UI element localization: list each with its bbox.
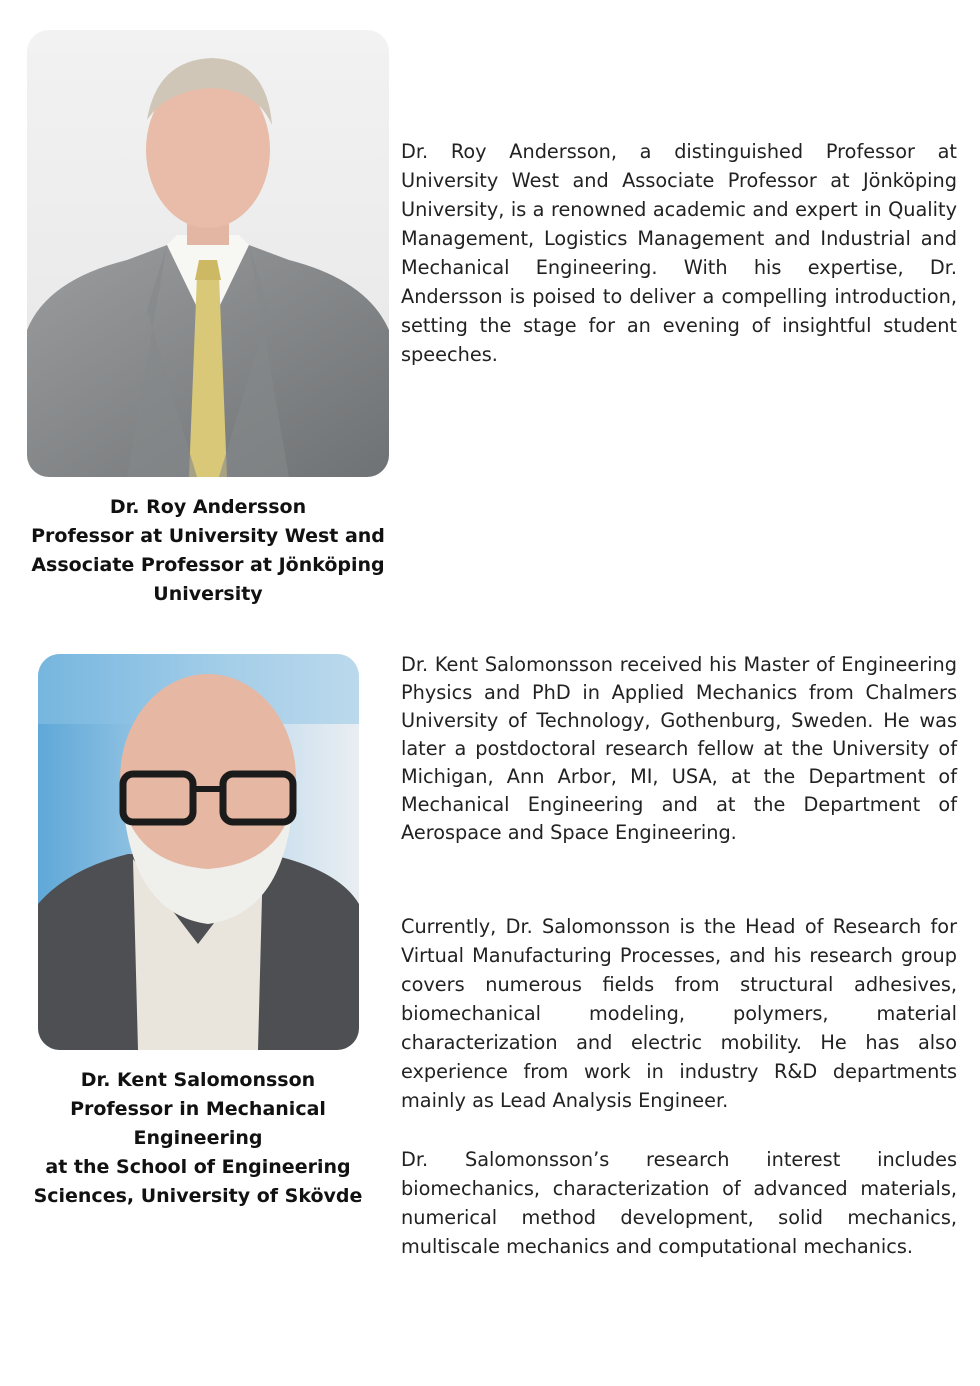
portrait-image	[38, 654, 359, 1050]
portrait-image	[27, 30, 389, 477]
profile-title-line: Professor at University West and	[31, 525, 385, 547]
roy-andersson-photo	[27, 30, 389, 477]
kent-salomonsson-bio-paragraph: Currently, Dr. Salomonsson is the Head of Research for Virtual Manufacturing Processes, and his research group covers numerous fields from structural adhesives, biomechanical modeling, polymers, material characterization and electric mobility. He has also experience from work in industry R&D departments mainly as Lead Analysis Engineer.	[401, 915, 957, 1112]
kent-salomonsson-bio-paragraph: Dr. Salomonsson’s research interest includes biomechanics, characterization of advanced materials, numerical method development, solid mechanics, multiscale mechanics and computational mechanics.	[401, 1148, 957, 1258]
profile-title-line: Sciences, University of Skövde	[33, 1185, 363, 1207]
roy-andersson-caption	[27, 493, 389, 609]
profile-title-line: Professor in Mechanical Engineering	[70, 1098, 326, 1149]
profile-title-line: University	[153, 583, 263, 605]
profile-title-line: Associate Professor at Jönköping	[31, 554, 385, 576]
roy-andersson-bio: Dr. Roy Andersson, a distinguished Professor at University West and Associate Professor at Jönköping University, is a renowned academic and expert in Quality Management, Logistics Management and Industrial and Mechanical Engineering. With his expertise, Dr. Andersson is poised to deliver a compelling introduction, setting the stage for an evening of insightful student speeches.	[401, 140, 957, 366]
profile-name: Dr. Kent Salomonsson	[80, 1069, 316, 1091]
profile-title-line: at the School of Engineering	[45, 1156, 351, 1178]
kent-salomonsson-caption	[8, 1066, 388, 1211]
kent-salomonsson-photo	[38, 654, 359, 1050]
profile-name: Dr. Roy Andersson	[109, 496, 307, 518]
kent-salomonsson-bio-paragraph: Dr. Kent Salomonsson received his Master of Engineering Physics and PhD in Applied Mechanics from Chalmers University of Technology, Gothenburg, Sweden. He was later a postdoctoral research fellow at the University of Michigan, Ann Arbor, MI, USA, at the Department of Mechanical Engineering and at the Department of Aerospace and Space Engineering.	[401, 653, 957, 844]
